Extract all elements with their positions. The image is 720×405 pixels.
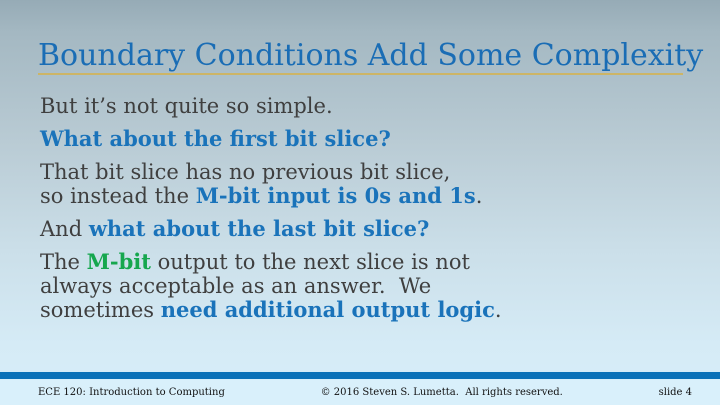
footer-accent-bar <box>0 372 720 379</box>
body-text: sometimes <box>40 298 161 322</box>
slide-title: Boundary Conditions Add Some Complexity <box>38 38 704 73</box>
body-text: And <box>40 217 89 241</box>
footer-slide-number: slide 4 <box>658 386 692 398</box>
body-text: always acceptable as an answer. We <box>40 274 432 298</box>
footer <box>0 379 720 405</box>
footer-copyright-label: © 2016 Steven S. Lumetta. All rights reserved. <box>320 386 563 398</box>
paragraph-last-slice-answer <box>40 250 680 322</box>
body-text: so instead the <box>40 184 196 208</box>
paragraph-intro <box>40 94 680 118</box>
paragraph-first-slice-answer <box>40 160 680 208</box>
body-text: output to the next slice is not <box>150 250 470 274</box>
title-underline-rule <box>38 73 683 75</box>
emphasis-text: M-bit input is 0s and 1s <box>195 183 476 208</box>
paragraph-first-slice-question <box>40 127 680 151</box>
body-text: That bit slice has no previous bit slice, <box>40 160 451 184</box>
body-text: But it’s not quite so simple. <box>40 94 333 118</box>
body-text: . <box>475 184 483 208</box>
footer-course-label: ECE 120: Introduction to Computing <box>38 386 225 398</box>
emphasis-text: What about the first bit slice? <box>40 126 391 151</box>
emphasis-text: what about the last bit slice? <box>88 216 430 241</box>
paragraph-last-slice-question <box>40 217 680 241</box>
emphasis-text-green: M-bit <box>86 249 151 274</box>
body-text: . <box>494 298 502 322</box>
body-text: The <box>40 250 87 274</box>
slide-body <box>40 94 680 331</box>
emphasis-text: need additional output logic <box>160 297 495 322</box>
